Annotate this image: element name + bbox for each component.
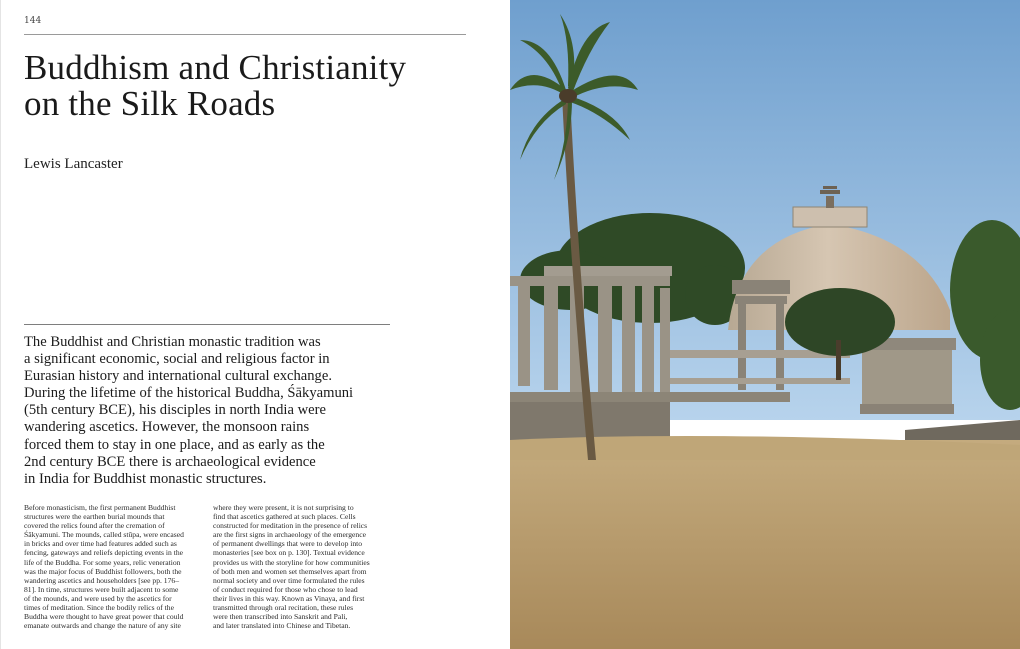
body-line: where they were present, it is not surprising to (213, 503, 354, 512)
body-line: of conduct required for those who chose to lead (213, 584, 358, 594)
body-line: constructed for meditation in the presence of relics (213, 521, 368, 531)
intro-line: 2nd century BCE there is archaeological evidence (24, 453, 316, 470)
body-line: and later translated into Chinese and Tibetan. (213, 621, 351, 631)
body-line: transmitted through oral recitation, these rules (213, 603, 354, 613)
intro-rule (24, 324, 390, 325)
stupa-photo-illustration (510, 0, 1020, 649)
intro-line: wandering ascetics. However, the monsoon rains (24, 419, 310, 436)
intro-line: Eurasian history and international cultural exchange. (24, 368, 332, 385)
body-line: 81]. In time, structures were built adjacent to some (24, 584, 179, 594)
body-line: monasteries [see box on p. 130]. Textual evidence (213, 548, 365, 558)
body-line: normal society and over time formulated the rules (213, 575, 365, 585)
body-line: Buddha were thought to have great power that could (24, 612, 184, 622)
body-line: Before monasticism, the first permanent Buddhist (24, 503, 176, 512)
body-line: structures were the earthen burial mounds that (24, 512, 165, 522)
stone-shrine (858, 338, 956, 414)
intro-line: During the lifetime of the historical Buddha, Śākyamuni (24, 385, 354, 402)
body-line: of both men and women set themselves apart from (213, 566, 367, 576)
body-column-2 (213, 503, 393, 630)
intro-line: in India for Buddhist monastic structures. (24, 470, 267, 487)
stupa-photo (510, 0, 1020, 649)
body-line: in bricks and over time had features added such as (24, 539, 177, 549)
body-line: wandering ascetics and householders [see pp. 176– (24, 575, 179, 585)
body-line: Śākyamuni. The mounds, called stūpa, were encased (24, 530, 184, 540)
body-line: was the major focus of Buddhist followers, both the (24, 566, 182, 576)
intro-paragraph (24, 334, 404, 488)
body-line: were then transcribed into Sanskrit and Pali, (213, 612, 348, 622)
body-line: of the mounds, and were used by the ascetics for (24, 593, 172, 603)
body-line: times of meditation. Since the bodily relics of the (24, 603, 174, 613)
intro-line: a significant economic, social and religious factor in (24, 351, 330, 368)
intro-line: The Buddhist and Christian monastic tradition was (24, 334, 321, 350)
body-column-1 (24, 503, 204, 630)
dry-grass-ground (510, 440, 1020, 649)
body-line: find that ascetics gathered at such places. Cells (213, 512, 356, 522)
chapter-title: Buddhism and Christianity on the Silk Roads (24, 48, 407, 123)
intro-line: forced them to stay in one place, and as early as the (24, 436, 325, 453)
body-line: covered the relics found after the cremation of (24, 521, 165, 531)
intro-line: (5th century BCE), his disciples in north India were (24, 402, 326, 419)
body-line: fencing, gateways and reliefs depicting events in the (24, 548, 183, 558)
body-line: life of the Buddha. For some years, relic veneration (24, 557, 181, 567)
body-line: of permanent dwellings that were to develop into (213, 539, 363, 549)
top-rule (24, 34, 466, 35)
body-line: their lives in this way. Known as Vinaya, and first (213, 593, 365, 603)
body-line: provides us with the storyline for how communities (213, 557, 370, 567)
page-number: 144 (24, 16, 42, 26)
body-line: are the first signs in archaeology of the emergence (213, 530, 366, 540)
author-name: Lewis Lancaster (24, 156, 123, 172)
body-line: emanate outwards and change the nature of any site (24, 621, 181, 631)
